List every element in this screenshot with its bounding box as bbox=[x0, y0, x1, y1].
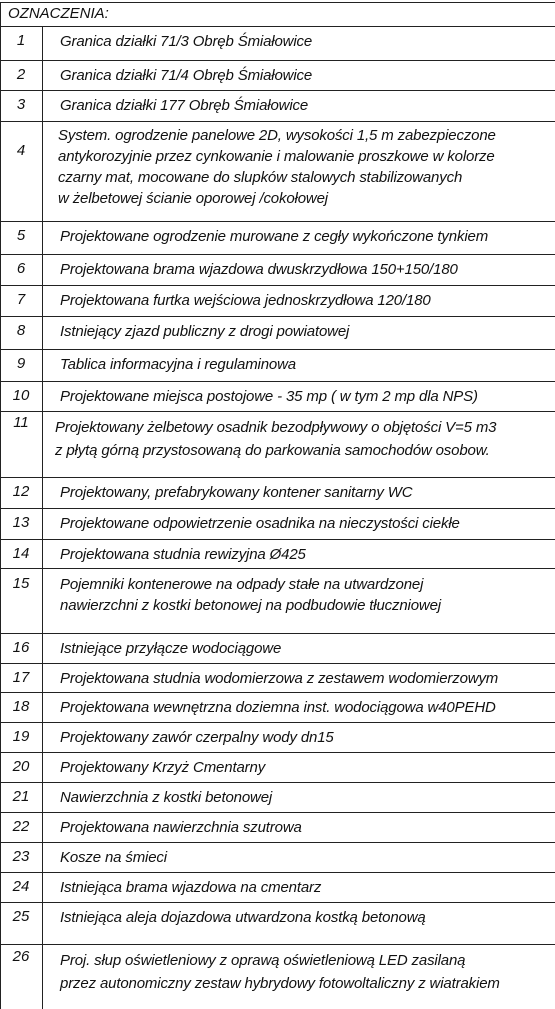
row-number: 14 bbox=[12, 545, 30, 562]
row-description: Projektowana wewnętrzna doziemna inst. wodociągowa w40PEHD bbox=[60, 699, 496, 716]
row-description: Istniejący zjazd publiczny z drogi powiatowej bbox=[60, 323, 350, 340]
legend-row-12 bbox=[0, 478, 555, 509]
row-description: Tablica informacyjna i regulaminowa bbox=[60, 356, 296, 373]
row-number: 22 bbox=[12, 818, 30, 835]
row-description: Granica działki 71/3 Obręb Śmiałowice bbox=[60, 33, 313, 50]
row-description: Projektowana nawierzchnia szutrowa bbox=[60, 819, 302, 836]
row-number: 15 bbox=[12, 575, 30, 592]
row-number: 25 bbox=[12, 908, 30, 925]
legend-row-15 bbox=[0, 569, 555, 634]
row-description: Projektowany Krzyż Cmentarny bbox=[60, 759, 266, 776]
row-description: Proj. słup oświetleniowy z oprawą oświetleniową LED zasilaną przez autonomiczny zestaw hybrydowy fotowoltaliczny z wiatrakiem bbox=[60, 952, 500, 992]
legend-row-20 bbox=[0, 753, 555, 783]
legend-row-4 bbox=[0, 122, 555, 222]
row-description: Projektowany zawór czerpalny wody dn15 bbox=[60, 729, 334, 746]
row-number: 9 bbox=[16, 355, 26, 372]
legend-row-1 bbox=[0, 27, 555, 61]
row-description: Granica działki 71/4 Obręb Śmiałowice bbox=[60, 67, 313, 84]
legend-row-5 bbox=[0, 222, 555, 255]
row-number: 4 bbox=[16, 142, 26, 159]
row-description: Projektowana studnia wodomierzowa z zestawem wodomierzowym bbox=[60, 670, 499, 687]
legend-row-23 bbox=[0, 843, 555, 873]
row-number: 17 bbox=[12, 669, 30, 686]
row-description: Projektowana furtka wejściowa jednoskrzydłowa 120/180 bbox=[60, 292, 431, 309]
legend-row-11 bbox=[0, 412, 555, 478]
row-description: Istniejąca brama wjazdowa na cmentarz bbox=[60, 879, 322, 896]
legend-row-6 bbox=[0, 255, 555, 286]
row-number: 8 bbox=[16, 322, 26, 339]
row-description: Projektowane miejsca postojowe - 35 mp ( w tym 2 mp dla NPS) bbox=[60, 388, 478, 405]
legend-row-22 bbox=[0, 813, 555, 843]
row-description: Granica działki 177 Obręb Śmiałowice bbox=[60, 97, 309, 114]
row-description: Projektowane odpowietrzenie osadnika na nieczystości ciekłe bbox=[60, 515, 460, 532]
legend-title: OZNACZENIA: bbox=[0, 2, 555, 27]
legend-row-16 bbox=[0, 634, 555, 664]
legend-row-3 bbox=[0, 91, 555, 122]
row-number: 18 bbox=[12, 698, 30, 715]
legend-row-14 bbox=[0, 540, 555, 569]
row-number: 1 bbox=[16, 32, 26, 49]
legend-row-24 bbox=[0, 873, 555, 903]
row-number: 13 bbox=[12, 514, 30, 531]
legend-row-19 bbox=[0, 723, 555, 753]
row-number: 20 bbox=[12, 758, 30, 775]
legend-row-10 bbox=[0, 382, 555, 412]
legend-row-2 bbox=[0, 61, 555, 91]
legend-row-26 bbox=[0, 945, 555, 1009]
row-number: 26 bbox=[12, 948, 30, 965]
row-description: Projektowany żelbetowy osadnik bezodpływowy o objętości V=5 m3 z płytą górną przystosowaną do parkowania samochodów osobow. bbox=[55, 419, 497, 459]
legend-row-9 bbox=[0, 350, 555, 382]
row-number: 2 bbox=[16, 66, 26, 83]
row-number: 23 bbox=[12, 848, 30, 865]
row-description: Projektowana studnia rewizyjna Ø425 bbox=[60, 546, 306, 563]
row-description: System. ogrodzenie panelowe 2D, wysokości 1,5 m zabezpieczone antykorozyjnie przez cynkowanie i malowanie proszkowe w kolorze czarny mat, mocowane do slupków stalowych stabilizowanych w żelbetowej ścianie oporowej /cokołowej bbox=[58, 127, 496, 207]
row-number: 16 bbox=[12, 639, 30, 656]
row-description: Nawierzchnia z kostki betonowej bbox=[60, 789, 273, 806]
row-number: 12 bbox=[12, 483, 30, 500]
row-number: 21 bbox=[12, 788, 30, 805]
row-number: 3 bbox=[16, 96, 26, 113]
row-description: Projektowany, prefabrykowany kontener sanitarny WC bbox=[60, 484, 413, 501]
row-number: 7 bbox=[16, 291, 26, 308]
row-description: Kosze na śmieci bbox=[60, 849, 167, 866]
row-number: 10 bbox=[12, 387, 30, 404]
legend-row-18 bbox=[0, 693, 555, 723]
row-number: 6 bbox=[16, 260, 26, 277]
row-description: Istniejąca aleja dojazdowa utwardzona kostką betonową bbox=[60, 909, 426, 926]
row-number: 24 bbox=[12, 878, 30, 895]
legend-row-17 bbox=[0, 664, 555, 693]
legend-row-25 bbox=[0, 903, 555, 945]
legend-row-7 bbox=[0, 286, 555, 317]
row-description: Istniejące przyłącze wodociągowe bbox=[60, 640, 282, 657]
row-number: 11 bbox=[13, 414, 29, 431]
row-description: Pojemniki kontenerowe na odpady stałe na utwardzonej nawierzchni z kostki betonowej na podbudowie tłuczniowej bbox=[60, 576, 441, 614]
row-number: 5 bbox=[16, 227, 26, 244]
legend-row-13 bbox=[0, 509, 555, 540]
row-description: Projektowana brama wjazdowa dwuskrzydłowa 150+150/180 bbox=[60, 261, 458, 278]
row-number: 19 bbox=[12, 728, 30, 745]
legend-row-21 bbox=[0, 783, 555, 813]
legend-row-8 bbox=[0, 317, 555, 350]
row-description: Projektowane ogrodzenie murowane z cegły wykończone tynkiem bbox=[60, 228, 489, 245]
